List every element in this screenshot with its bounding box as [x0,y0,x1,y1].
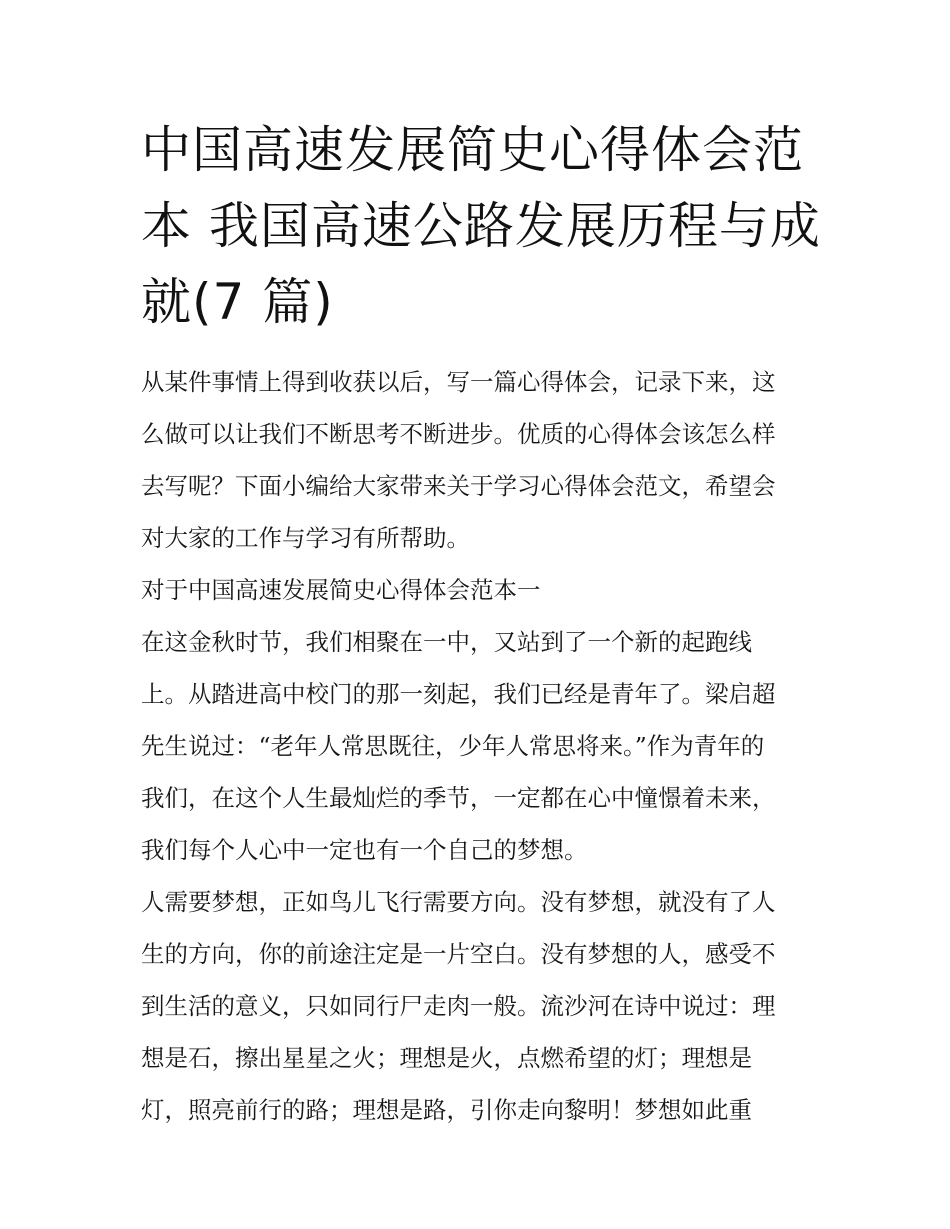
paragraph-line: 么做可以让我们不断思考不断进步。优质的心得体会该怎么样 [141,420,776,448]
paragraph-line: 到生活的意义，只如同行尸走肉一般。流沙河在诗中说过：理 [141,992,776,1020]
paragraph-line: 去写呢？下面小编给大家带来关于学习心得体会范文，希望会 [141,472,776,500]
document-content [141,112,821,1136]
paragraph-line: 人需要梦想，正如鸟儿飞行需要方向。没有梦想，就没有了人 [141,888,776,916]
section-heading-text: 对于中国高速发展简史心得体会范本一 [141,576,541,604]
paragraph-line: 从某件事情上得到收获以后，写一篇心得体会，记录下来，这 [141,368,776,396]
paragraph-line: 我们每个人心中一定也有一个自己的梦想。 [141,836,588,864]
intro-paragraph [141,356,813,564]
body-paragraph-2 [141,876,813,1136]
paragraph-line: 我们，在这个人生最灿烂的季节，一定都在心中憧憬着未来， [141,784,776,812]
section-heading [141,564,813,616]
document-title [141,112,821,340]
paragraph-line: 在这金秋时节，我们相聚在一中，又站到了一个新的起跑线 [141,628,752,656]
paragraph-line: 上。从踏进高中校门的那一刻起，我们已经是青年了。梁启超 [141,680,776,708]
title-line-2: 本 我国高速公路发展历程与成 [141,197,821,255]
paragraph-line: 对大家的工作与学习有所帮助。 [141,524,470,552]
paragraph-line: 生的方向，你的前途注定是一片空白。没有梦想的人，感受不 [141,940,776,968]
paragraph-line: 灯，照亮前行的路；理想是路，引你走向黎明！梦想如此重 [141,1096,752,1124]
paragraph-line: 先生说过：“老年人常思既往，少年人常思将来。”作为青年的 [141,732,765,760]
body-paragraph-1 [141,616,813,876]
paragraph-line: 想是石，擦出星星之火；理想是火，点燃希望的灯；理想是 [141,1044,752,1072]
document-body [141,356,813,1136]
title-line-3: 就(7 篇) [141,273,334,331]
title-line-1: 中国高速发展简史心得体会范 [141,121,804,179]
